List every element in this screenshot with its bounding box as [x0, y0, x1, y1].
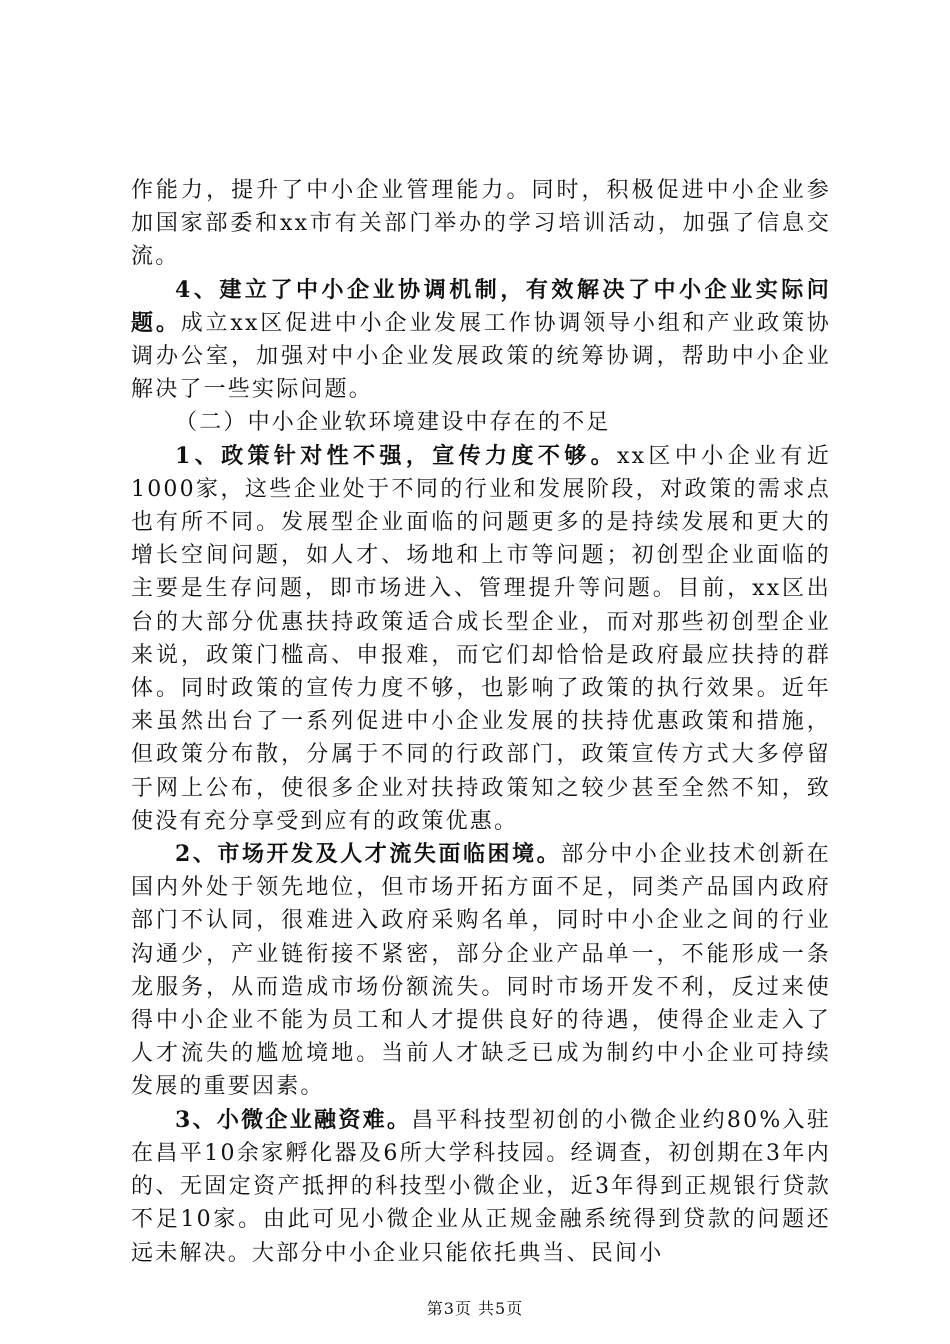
- document-body: [131, 174, 831, 1270]
- paragraph-continuation: [131, 174, 831, 274]
- paragraph-lead: 2、市场开发及人才流失面临困境。: [175, 841, 562, 868]
- paragraph-lead: 4、建立了中小企业协调机制，有效解决了中小企业实际问题。: [131, 276, 831, 336]
- paragraph-item-1: [131, 440, 831, 838]
- paragraph-item-4: [131, 274, 831, 407]
- section-heading-text: （二）中小企业软环境建设中存在的不足: [175, 410, 611, 436]
- page-number-label: 第3页 共5页: [426, 1299, 524, 1318]
- paragraph-text: 成立xx区促进中小企业发展工作协调领导小组和产业政策协调办公室，加强对中小企业发展政策的统筹协调，帮助中小企业解决了一些实际问题。: [131, 310, 831, 403]
- paragraph-item-2: [131, 838, 831, 1104]
- paragraph-text: 部分中小企业技术创新在国内外处于领先地位，但市场开拓方面不足，同类产品国内政府部门不认同，很难进入政府采购名单，同时中小企业之间的行业沟通少，产业链衔接不紧密，部分企业产品单一，不能形成一条龙服务，从而造成市场份额流失。同时市场开发不利，反过来使得中小企业不能为员工和人才提供良好的待遇，使得企业走入了人才流失的尴尬境地。当前人才缺乏已成为制约中小企业可持续发展的重要因素。: [131, 842, 832, 1100]
- paragraph-text: 昌平科技型初创的小微企业约80%入驻在昌平10余家孵化器及6所大学科技园。经调查，初创期在3年内的、无固定资产抵押的科技型小微企业，近3年得到正规银行贷款不足10家。由此可见小微企业从正规金融系统得到贷款的问题还远未解决。大部分中小企业只能依托典当、民间小: [131, 1107, 831, 1266]
- paragraph-text: xx区中小企业有近1000家，这些企业处于不同的行业和发展阶段，对政策的需求点也有所不同。发展型企业面临的问题更多的是持续发展和更大的增长空间问题，如人才、场地和上市等问题；初创型企业面临的主要是生存问题，即市场进入、管理提升等问题。目前，xx区出台的大部分优惠扶持政策适合成长型企业，而对那些初创型企业来说，政策门槛高、申报难，而它们却恰恰是政府最应扶持的群体。同时政策的宣传力度不够，也影响了政策的执行效果。近年来虽然出台了一系列促进中小企业发展的扶持优惠政策和措施，但政策分布散，分属于不同的行政部门，政策宣传方式大多停留于网上公布，使很多企业对扶持政策知之较少甚至全然不知，致使没有充分享受到应有的政策优惠。: [131, 443, 831, 834]
- page-footer: [0, 1296, 950, 1319]
- paragraph-lead: 1、政策针对性不强，宣传力度不够。: [175, 442, 618, 469]
- paragraph-lead: 3、小微企业融资难。: [175, 1106, 412, 1133]
- paragraph-item-3: [131, 1104, 831, 1270]
- paragraph-text: 作能力，提升了中小企业管理能力。同时，积极促进中小企业参加国家部委和xx市有关部门举办的学习培训活动，加强了信息交流。: [131, 178, 831, 270]
- section-heading: [131, 406, 831, 439]
